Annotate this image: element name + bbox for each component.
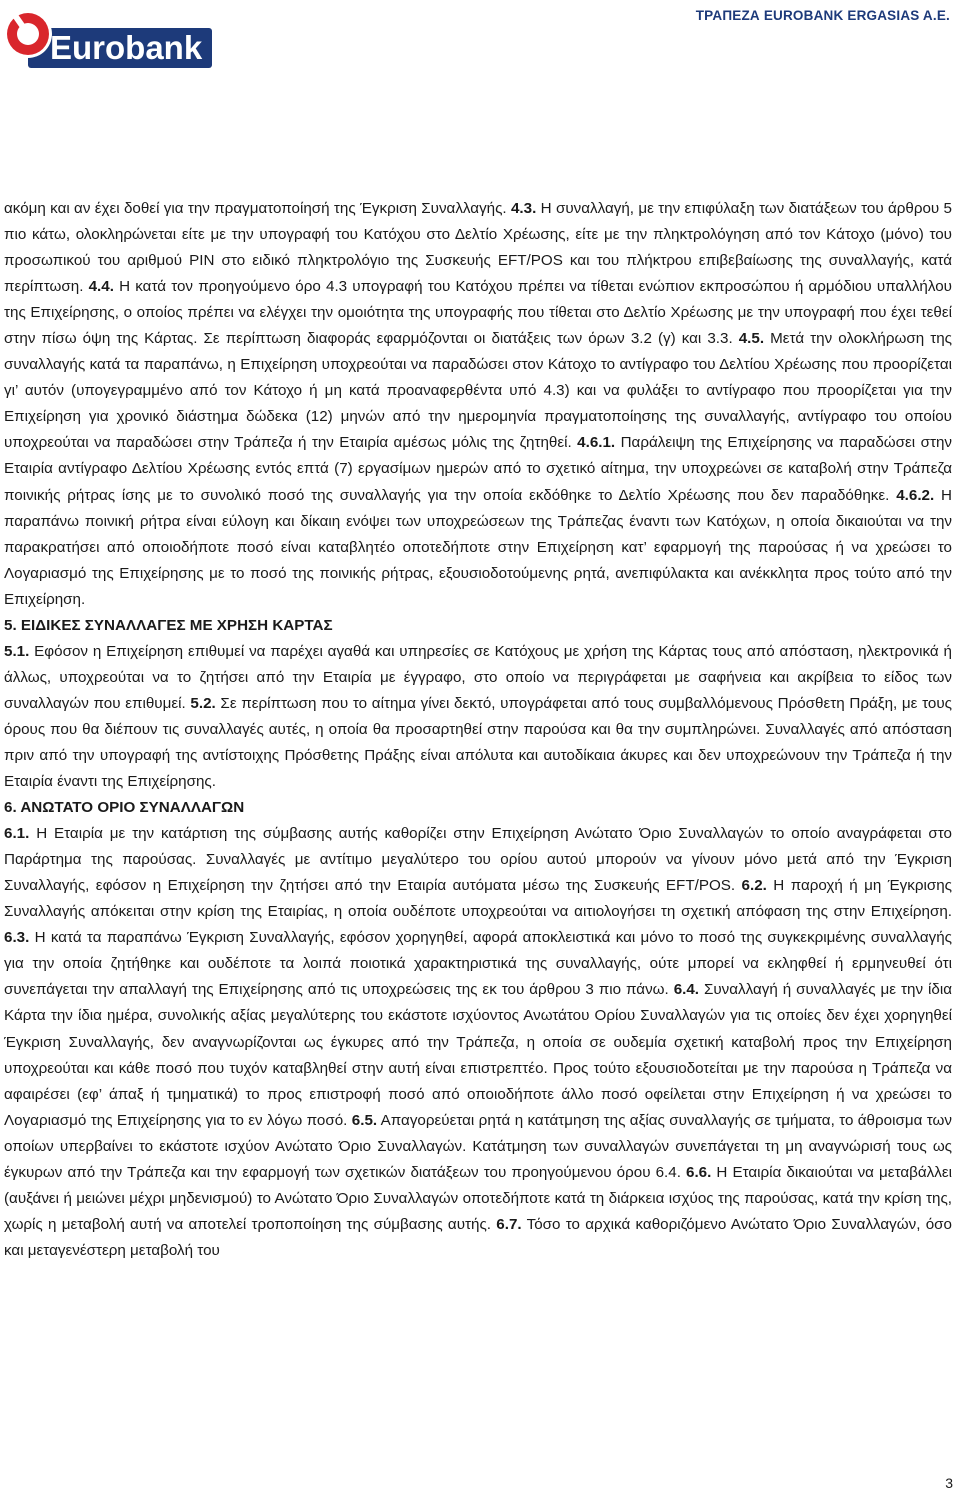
logo-text: Eurobank (50, 29, 203, 66)
page-header (0, 0, 960, 115)
text: Εφόσον η Επιχείρηση επιθυμεί να παρέχει αγαθά και υπηρεσίες σε Κατόχους με χρήση της Κάρτας τους από απόσταση, ηλεκτρονικά ή άλλως, υποχρεούται να το ζητήσει από την Εταιρία με έγγραφο, στο οποίο να περιγράφεται με σαφήνεια και ακρίβεια το είδος των συναλλαγών που επιθυμεί. (4, 642, 952, 712)
text: Η Εταιρία δικαιούται να μεταβάλλει (αυξάνει ή μειώνει μέχρι μηδενισμού) το Ανώτατο Όριο Συναλλαγών οποτεδήποτε κατά τη διάρκεια ισχύος της παρούσας, κατά την κρίση της, χωρίς η μεταβολή αυτή να αποτελεί τροποποίηση της σύμβασης αυτής. (4, 1163, 952, 1233)
clause-number: 6.6. (686, 1163, 712, 1181)
eurobank-logo (4, 6, 212, 70)
clause-number: 4.6.2. (896, 486, 935, 504)
text: Η παραπάνω ποινική ρήτρα είναι εύλογη και δίκαιη ενόψει των υποχρεώσεων της Τράπεζας έναντι των Κατόχων, η οποία δικαιούται να την παρακρατήσει από οποιοδήποτε ποσό είναι καταβλητέο οποτεδήποτε στην Επιχείρηση κατ’ εφαρμογή της παρούσας ή να χρεώσει το Λογαριασμό της Επιχείρησης με το ποσό της ποινικής ρήτρας, εξουσιοδοτούμενης ρητά, ανεπιφύλακτα και ανέκκλητα προς τούτο από την Επιχείρηση. (4, 486, 953, 608)
clause-number: 4.5. (738, 330, 765, 348)
clause-number: 4.4. (88, 278, 114, 296)
clause-number: 6.5. (351, 1111, 378, 1129)
section-heading: 6. ΑΝΩΤΑΤΟ ΟΡΙΟ ΣΥΝΑΛΛΑΓΩΝ (4, 799, 245, 817)
paragraph-section-5 (4, 639, 952, 795)
bank-name: ΤΡΑΠΕΖΑ EUROBANK ERGASIAS A.E. (695, 8, 950, 23)
text: Παράλειψη της Επιχείρησης να παραδώσει στην Εταιρία αντίγραφο Δελτίου Χρέωσης εντός επτά (7) εργασίμων ημερών από το σχετικό αίτημα, την υποχρεώνει σε καταβολή στην Τράπεζα ποινικής ρήτρας ίσης με το συνολικό ποσό της συναλλαγής για την οποία εκδόθηκε το Δελτίο Χρέωσης που δεν παραδόθηκε. (4, 434, 952, 504)
paragraph-section-6 (4, 821, 952, 1264)
text: Η κατά τα παραπάνω Έγκριση Συναλλαγής, εφόσον χορηγηθεί, αφορά αποκλειστικά και μόνο το ποσό της συγκεκριμένης συναλλαγής για την οποία ζητήθηκε και ουδέποτε τα λοιπά ποιοτικά χαρακτηριστικά της συναλλαγής, ούτε μπορεί να εκληφθεί ή ερμηνευθεί ότι συνεπάγεται την απαλλαγή της Επιχείρησης από τις υποχρεώσεις της εκ του άρθρου 3 πιο πάνω. (4, 929, 952, 999)
paragraph-section-4 (4, 196, 952, 613)
eurobank-logo-icon (4, 6, 212, 70)
text: Η κατά τον προηγούμενο όρο 4.3 υπογραφή του Κατόχου πρέπει να τίθεται ενώπιον εκπροσώπου ή αρμόδιου υπαλλήλου της Επιχείρησης, ο οποίος πρέπει να ελέγχει την ομοιότητα της υπογραφής που τίθεται στο Δελτίο Χρέωσης με την υπογραφή που έχει τεθεί στην πίσω όψη της Κάρτας. Σε περίπτωση διαφοράς εφαρμόζονται οι διατάξεις των όρων 3.2 (γ) και 3.3. (4, 278, 952, 348)
clause-number: 6.3. (4, 929, 30, 947)
clause-number: 6.2. (741, 877, 767, 895)
section-heading: 5. ΕΙΔΙΚΕΣ ΣΥΝΑΛΛΑΓΕΣ ΜΕ ΧΡΗΣΗ ΚΑΡΤΑΣ (4, 616, 333, 634)
text: Συναλλαγή ή συναλλαγές με την ίδια Κάρτα την ίδια ημέρα, συνολικής αξίας μεγαλύτερης του εκάστοτε ισχύοντος Ανωτάτου Ορίου Συναλλαγών για τις οποίες δεν έχει χορηγηθεί Έγκριση Συναλλαγής, δεν αναγνωρίζονται ως έγκυρες από την Τράπεζα, η οποία σε ουδεμία σχετική καταβολή προς την Επιχείρηση υποχρεούται και κάθε ποσό που τυχόν καταβληθεί στην αυτή είναι επιστρεπτέο. Προς τούτο εξουσιοδοτείται με την παρούσα η Τράπεζα να αφαιρέσει (εφ’ άπαξ ή τμηματικά) το προς επιστροφή ποσό από οποιοδήποτε άλλο ποσό οφείλεται στην Επιχείρηση ή να χρεώσει το Λογαριασμό της Επιχείρησης για το εν λόγω ποσό. (4, 981, 952, 1129)
clause-number: 6.1. (4, 825, 30, 843)
clause-number: 5.2. (190, 694, 216, 712)
text: Απαγορεύεται ρητά η κατάτμηση της αξίας συναλλαγής σε τμήματα, το άθροισμα των οποίων υπερβαίνει το εκάστοτε ισχύον Ανώτατο Όριο Συναλλαγών. Κατάτμηση των συναλλαγών συνεπάγεται τη μη αναγνώρισή τους ως έγκυρων από την Τράπεζα και την εφαρμογή των σχετικών διατάξεων του προηγούμενου όρου 6.4. (4, 1111, 952, 1181)
text: Τόσο το αρχικά καθοριζόμενο Ανώτατο Όριο Συναλλαγών, όσο και μεταγενέστερη μεταβολή του (4, 1215, 952, 1259)
text: Μετά την ολοκλήρωση της συναλλαγής κατά τα παραπάνω, η Επιχείρηση υποχρεούται να παραδώσει στον Κάτοχο το αντίγραφο του Δελτίου Χρέωσης που προορίζεται γι’ αυτόν (υπογεγραμμένο από τον Κάτοχο ή μη κατά προαναφερθέντα υπό 4.3) και να φυλάξει το αντίγραφο που προορίζεται για την Επιχείρηση για χρονικό διάστημα δώδεκα (12) μηνών από την ημερομηνία πραγματοποίησης της συναλλαγής, αντίγραφο του οποίου υποχρεούται να παραδώσει στην Τράπεζα ή την Εταιρία αμέσως μόλις της ζητηθεί. (4, 330, 952, 452)
clause-number: 5.1. (4, 642, 30, 660)
clause-number: 4.3. (510, 200, 537, 217)
text: Η παροχή ή μη Έγκρισης Συναλλαγής απόκειται στην κρίση της Εταιρίας, η οποία ουδέποτε υποχρεούται να αιτιολογήσει τη σχετική απόφαση της στην Επιχείρηση. (4, 877, 952, 921)
clause-number: 4.6.1. (577, 434, 616, 452)
text: ακόμη και αν έχει δοθεί για την πραγματοποίησή της Έγκριση Συναλλαγής. (4, 200, 511, 217)
clause-number: 6.4. (673, 981, 700, 999)
text: Σε περίπτωση που το αίτημα γίνει δεκτό, υπογράφεται από τους συμβαλλόμενους Πρόσθετη Πράξη, με τους όρους που θα διέπουν τις συναλλαγές αυτές, η οποία θα προσαρτηθεί στην παρούσα και θα την συμπληρώνει. Συναλλαγές από απόσταση πριν από την υπογραφή της αντίστοιχης Πρόσθετης Πράξης είναι απόλυτα και αυτοδίκαια άκυρες και δεν υποχρεώνουν την Τράπεζα ή την Εταιρία έναντι της Επιχείρησης. (4, 694, 952, 791)
document-body (4, 196, 952, 1264)
clause-number: 6.7. (496, 1215, 522, 1233)
text: Η συναλλαγή, με την επιφύλαξη των διατάξεων του άρθρου 5 πιο κάτω, ολοκληρώνεται είτε με την υπογραφή του Κατόχου στο Δελτίο Χρέωσης, είτε με την πληκτρολόγηση από τον Κάτοχο (μόνο) του προσωπικού του αριθμού PIN στο ειδικό πληκτρολόγιο της Συσκευής EFT/POS και του πλήκτρου επιβεβαίωσης της συναλλαγής, κατά περίπτωση. (4, 200, 952, 296)
text: Η Εταιρία με την κατάρτιση της σύμβασης αυτής καθορίζει στην Επιχείρηση Ανώτατο Όριο Συναλλαγών το οποίο αναγράφεται στο Παράρτημα της παρούσας. Συναλλαγές με αντίτιμο μεγαλύτερο του ορίου αυτού μπορούν να γίνουν μόνο μετά από την Έγκριση Συναλλαγής, εφόσον η Επιχείρηση την ζητήσει από την Εταιρία αυτόματα μέσω της Συσκευής EFT/POS. (4, 825, 952, 895)
page-number: 3 (945, 1475, 953, 1491)
